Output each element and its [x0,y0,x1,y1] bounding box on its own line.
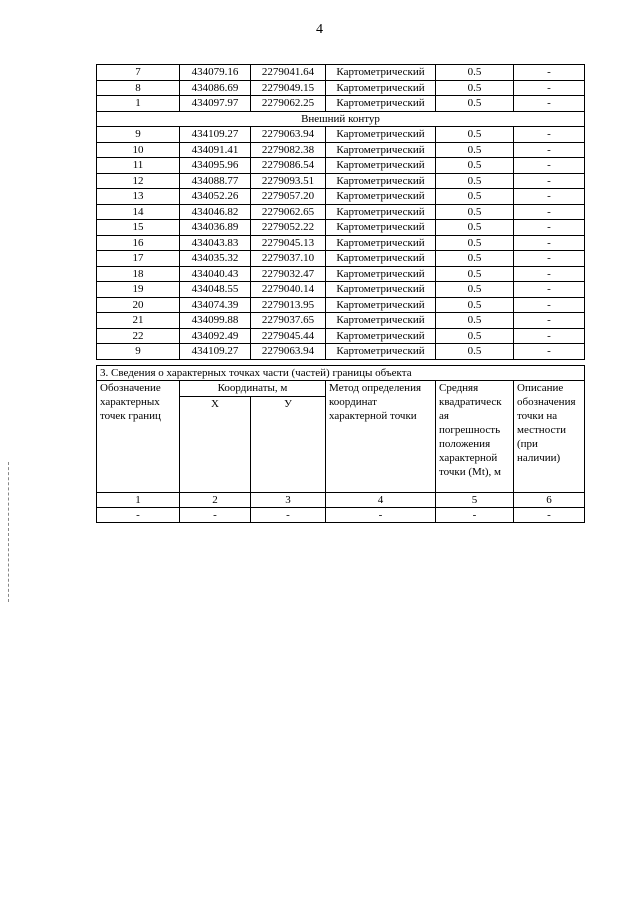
accuracy: 0.5 [436,65,514,81]
description: - [514,282,585,298]
accuracy: 0.5 [436,220,514,236]
coord-x: 434046.82 [180,204,251,220]
method: Картометрический [326,220,436,236]
accuracy: 0.5 [436,189,514,205]
section-label: Внешний контур [97,111,585,127]
method: Картометрический [326,328,436,344]
coord-x: 434079.16 [180,65,251,81]
description: - [514,220,585,236]
table-cell: - [97,508,180,523]
description: - [514,344,585,360]
table-cell: - [436,508,514,523]
accuracy: 0.5 [436,328,514,344]
column-number: 4 [326,493,436,508]
description: - [514,142,585,158]
accuracy: 0.5 [436,80,514,96]
coord-x: 434052.26 [180,189,251,205]
coord-y: 2279013.95 [251,297,326,313]
header-method: Метод определения координат характерной точки [326,381,436,493]
description: - [514,158,585,174]
table-row [97,220,585,236]
coord-y: 2279082.38 [251,142,326,158]
table-cell: - [180,508,251,523]
point-number: 13 [97,189,180,205]
point-number: 16 [97,235,180,251]
coord-x: 434088.77 [180,173,251,189]
method: Картометрический [326,158,436,174]
table-row [97,127,585,143]
section3-title: 3. Сведения о характерных точках части (частей) границы объекта [97,366,585,381]
method: Картометрический [326,313,436,329]
description: - [514,65,585,81]
coord-x: 434048.55 [180,282,251,298]
description: - [514,251,585,267]
table-row [97,297,585,313]
empty-data-row [97,508,585,523]
coord-y: 2279062.25 [251,96,326,112]
coord-y: 2279041.64 [251,65,326,81]
point-number: 8 [97,80,180,96]
point-number: 22 [97,328,180,344]
coord-y: 2279057.20 [251,189,326,205]
table-row [97,266,585,282]
method: Картометрический [326,204,436,220]
scan-margin-mark [8,462,10,602]
accuracy: 0.5 [436,282,514,298]
table-row [97,173,585,189]
header-x: X [180,397,251,493]
point-number: 9 [97,344,180,360]
point-number: 15 [97,220,180,236]
method: Картометрический [326,96,436,112]
description: - [514,204,585,220]
header-coordinates: Координаты, м [180,381,326,397]
point-number: 14 [97,204,180,220]
accuracy: 0.5 [436,142,514,158]
accuracy: 0.5 [436,235,514,251]
description: - [514,80,585,96]
column-number: 6 [514,493,585,508]
point-number: 21 [97,313,180,329]
description: - [514,328,585,344]
table-row [97,344,585,360]
coord-x: 434035.32 [180,251,251,267]
coord-y: 2279086.54 [251,158,326,174]
table-row [97,65,585,81]
point-number: 10 [97,142,180,158]
page-number: 4 [316,22,323,37]
description: - [514,96,585,112]
accuracy: 0.5 [436,344,514,360]
header-description: Описание обозначения точки на местности (при наличии) [514,381,585,493]
accuracy: 0.5 [436,96,514,112]
points-table [96,64,585,360]
table-row [97,189,585,205]
coord-x: 434109.27 [180,127,251,143]
accuracy: 0.5 [436,173,514,189]
coord-x: 434099.88 [180,313,251,329]
coord-y: 2279045.13 [251,235,326,251]
coord-y: 2279037.65 [251,313,326,329]
description: - [514,189,585,205]
method: Картометрический [326,65,436,81]
section3-table [96,365,585,523]
column-numbers-row [97,493,585,508]
description: - [514,266,585,282]
method: Картометрический [326,80,436,96]
point-number: 1 [97,96,180,112]
point-number: 19 [97,282,180,298]
point-number: 7 [97,65,180,81]
accuracy: 0.5 [436,204,514,220]
point-number: 9 [97,127,180,143]
point-number: 18 [97,266,180,282]
coord-x: 434074.39 [180,297,251,313]
coord-x: 434040.43 [180,266,251,282]
coord-x: 434036.89 [180,220,251,236]
accuracy: 0.5 [436,266,514,282]
method: Картометрический [326,173,436,189]
method: Картометрический [326,251,436,267]
point-number: 17 [97,251,180,267]
point-number: 20 [97,297,180,313]
method: Картометрический [326,282,436,298]
header-designation: Обозначение характерных точек границ [97,381,180,493]
coord-y: 2279063.94 [251,127,326,143]
method: Картометрический [326,266,436,282]
point-number: 11 [97,158,180,174]
header-y: У [251,397,326,493]
column-number: 1 [97,493,180,508]
table-row [97,96,585,112]
header-accuracy: Средняя квадратическ ая погрешность положения характерной точки (Mt), м [436,381,514,493]
description: - [514,297,585,313]
accuracy: 0.5 [436,251,514,267]
table-row [97,282,585,298]
coord-y: 2279062.65 [251,204,326,220]
coord-x: 434043.83 [180,235,251,251]
coord-x: 434092.49 [180,328,251,344]
accuracy: 0.5 [436,158,514,174]
coord-x: 434086.69 [180,80,251,96]
method: Картометрический [326,235,436,251]
method: Картометрический [326,142,436,158]
description: - [514,127,585,143]
coord-y: 2279063.94 [251,344,326,360]
table-row [97,328,585,344]
coord-x: 434095.96 [180,158,251,174]
section-row-outer-contour [97,111,585,127]
coord-y: 2279052.22 [251,220,326,236]
accuracy: 0.5 [436,313,514,329]
table-cell: - [514,508,585,523]
method: Картометрический [326,344,436,360]
table-cell: - [326,508,436,523]
description: - [514,313,585,329]
accuracy: 0.5 [436,127,514,143]
table-row [97,313,585,329]
coord-y: 2279045.44 [251,328,326,344]
point-number: 12 [97,173,180,189]
table-cell: - [251,508,326,523]
table-row [97,142,585,158]
coord-x: 434109.27 [180,344,251,360]
method: Картометрический [326,297,436,313]
table-row [97,158,585,174]
coord-y: 2279040.14 [251,282,326,298]
method: Картометрический [326,189,436,205]
table-row [97,80,585,96]
table-row [97,251,585,267]
column-number: 5 [436,493,514,508]
coord-x: 434091.41 [180,142,251,158]
table-row [97,235,585,251]
accuracy: 0.5 [436,297,514,313]
method: Картометрический [326,127,436,143]
description: - [514,235,585,251]
coord-y: 2279032.47 [251,266,326,282]
column-number: 3 [251,493,326,508]
table-row [97,204,585,220]
coord-y: 2279093.51 [251,173,326,189]
coord-y: 2279049.15 [251,80,326,96]
column-number: 2 [180,493,251,508]
coord-x: 434097.97 [180,96,251,112]
description: - [514,173,585,189]
coord-y: 2279037.10 [251,251,326,267]
